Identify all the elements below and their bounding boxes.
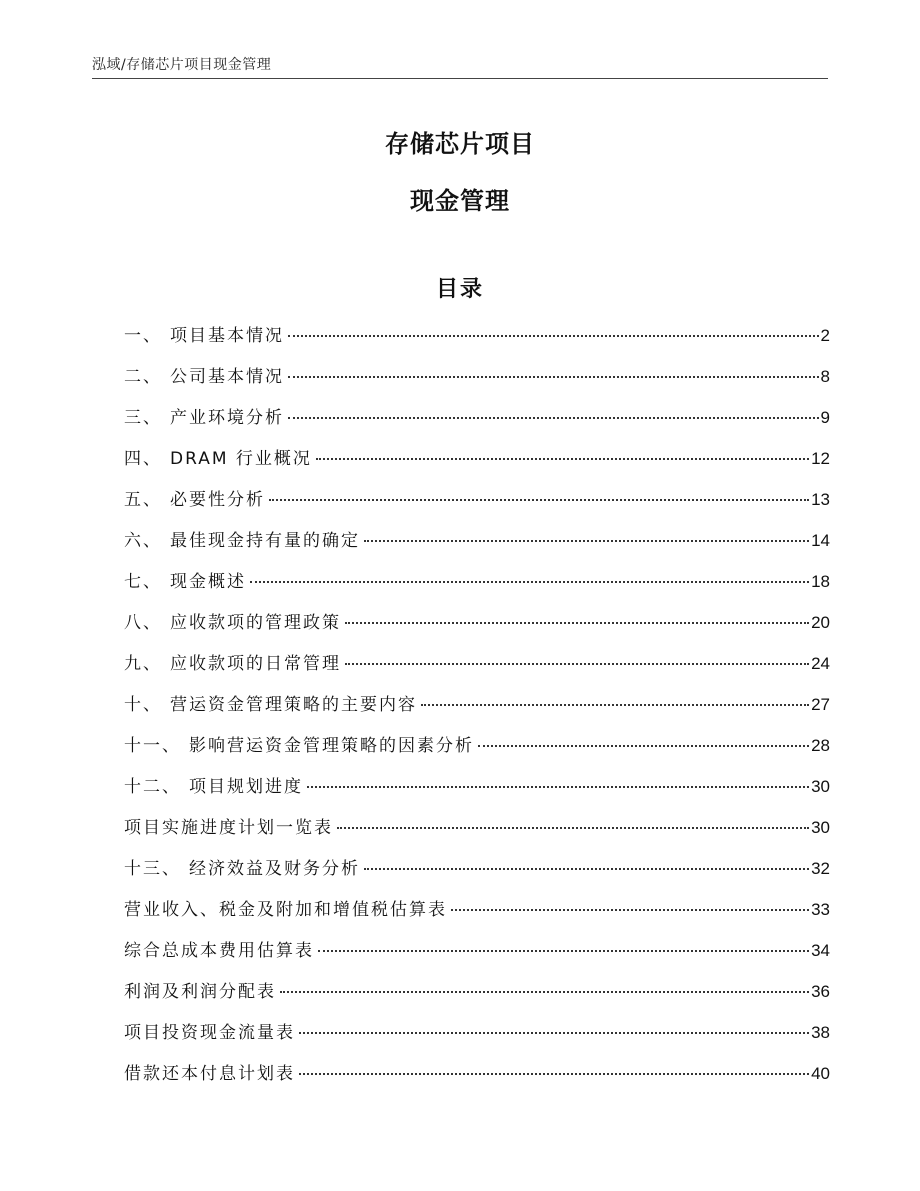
toc-entry[interactable] [124,936,830,977]
toc-entry-page: 12 [811,449,830,468]
toc-entry[interactable] [124,485,830,526]
toc-dot-leader [288,335,819,337]
toc-entry[interactable] [124,567,830,608]
toc-dot-leader [316,458,809,460]
toc-entry-label: 借款还本付息计划表 [124,1064,295,1084]
document-title: 存储芯片项目 [385,130,535,158]
toc-entry-number: 十、 [124,695,162,715]
toc-entry-number: 八、 [124,613,162,633]
toc-entry-page: 27 [811,695,830,714]
document-subtitle: 现金管理 [410,187,510,215]
toc-dot-leader [280,991,809,993]
toc-entry-page: 34 [811,941,830,960]
toc-dot-leader [288,417,819,419]
toc-entry[interactable] [124,895,830,936]
toc-entry[interactable] [124,854,830,895]
toc-entry[interactable] [124,526,830,567]
toc-dot-leader [451,909,809,911]
toc-entry-number: 九、 [124,654,162,674]
toc-entry-page: 30 [811,818,830,837]
toc-entry-number: 十二、 [124,777,181,797]
toc-dot-leader [345,622,809,624]
toc-dot-leader [345,663,809,665]
toc-entry[interactable] [124,362,830,403]
toc-entry-number: 三、 [124,408,162,428]
toc-entry-number: 五、 [124,490,162,510]
toc-entry-label: 营业收入、税金及附加和增值税估算表 [124,900,447,920]
toc-entry-label: 应收款项的日常管理 [170,654,341,674]
toc-entry[interactable] [124,813,830,854]
toc-entry-page: 20 [811,613,830,632]
toc-entry[interactable] [124,649,830,690]
toc-entry[interactable] [124,403,830,444]
toc-entry-label: 综合总成本费用估算表 [124,941,314,961]
toc-entry-page: 28 [811,736,830,755]
toc-entry-page: 9 [820,408,830,427]
toc-entry-label: 公司基本情况 [170,367,284,387]
toc-entry-page: 14 [811,531,830,550]
toc-entry[interactable] [124,690,830,731]
toc-entry-number: 二、 [124,367,162,387]
toc-entry-page: 33 [811,900,830,919]
toc-entry[interactable] [124,321,830,362]
toc-entry-page: 36 [811,982,830,1001]
toc-entry-label: 影响营运资金管理策略的因素分析 [189,736,474,756]
toc-dot-leader [288,376,819,378]
table-of-contents [124,321,830,1100]
toc-entry-label: 利润及利润分配表 [124,982,276,1002]
toc-entry-label: 应收款项的管理政策 [170,613,341,633]
toc-entry-number: 十一、 [124,736,181,756]
toc-entry-label: 经济效益及财务分析 [189,859,360,879]
toc-entry-page: 30 [811,777,830,796]
toc-entry-page: 32 [811,859,830,878]
toc-entry-number: 六、 [124,531,162,551]
toc-entry[interactable] [124,731,830,772]
toc-entry-label: 最佳现金持有量的确定 [170,531,360,551]
toc-entry[interactable] [124,1059,830,1100]
toc-entry-number: 十三、 [124,859,181,879]
toc-entry-label: 产业环境分析 [170,408,284,428]
toc-dot-leader [299,1032,809,1034]
toc-entry-label: DRAM 行业概况 [170,449,312,469]
toc-entry-label: 项目基本情况 [170,326,284,346]
toc-dot-leader [364,540,809,542]
toc-entry-label: 项目规划进度 [189,777,303,797]
toc-entry-page: 40 [811,1064,830,1083]
toc-entry-page: 24 [811,654,830,673]
toc-heading: 目录 [435,277,484,302]
toc-entry-label: 项目投资现金流量表 [124,1023,295,1043]
toc-entry-page: 2 [820,326,830,345]
toc-dot-leader [307,786,809,788]
toc-dot-leader [318,950,809,952]
toc-entry[interactable] [124,444,830,485]
toc-entry-number: 四、 [124,449,162,469]
toc-entry[interactable] [124,772,830,813]
toc-entry-page: 38 [811,1023,830,1042]
running-header: 泓域/存储芯片项目现金管理 [92,57,272,73]
toc-entry[interactable] [124,608,830,649]
toc-entry-number: 七、 [124,572,162,592]
toc-dot-leader [250,581,809,583]
toc-dot-leader [299,1073,809,1075]
toc-entry-page: 13 [811,490,830,509]
toc-dot-leader [421,704,809,706]
toc-entry-label: 现金概述 [170,572,246,592]
toc-entry-number: 一、 [124,326,162,346]
toc-dot-leader [478,745,809,747]
toc-entry[interactable] [124,1018,830,1059]
toc-entry[interactable] [124,977,830,1018]
toc-dot-leader [269,499,809,501]
toc-entry-label: 营运资金管理策略的主要内容 [170,695,417,715]
toc-entry-label: 项目实施进度计划一览表 [124,818,333,838]
header-rule [92,78,828,79]
toc-entry-page: 18 [811,572,830,591]
toc-entry-label: 必要性分析 [170,490,265,510]
toc-dot-leader [337,827,809,829]
toc-dot-leader [364,868,809,870]
toc-entry-page: 8 [820,367,830,386]
